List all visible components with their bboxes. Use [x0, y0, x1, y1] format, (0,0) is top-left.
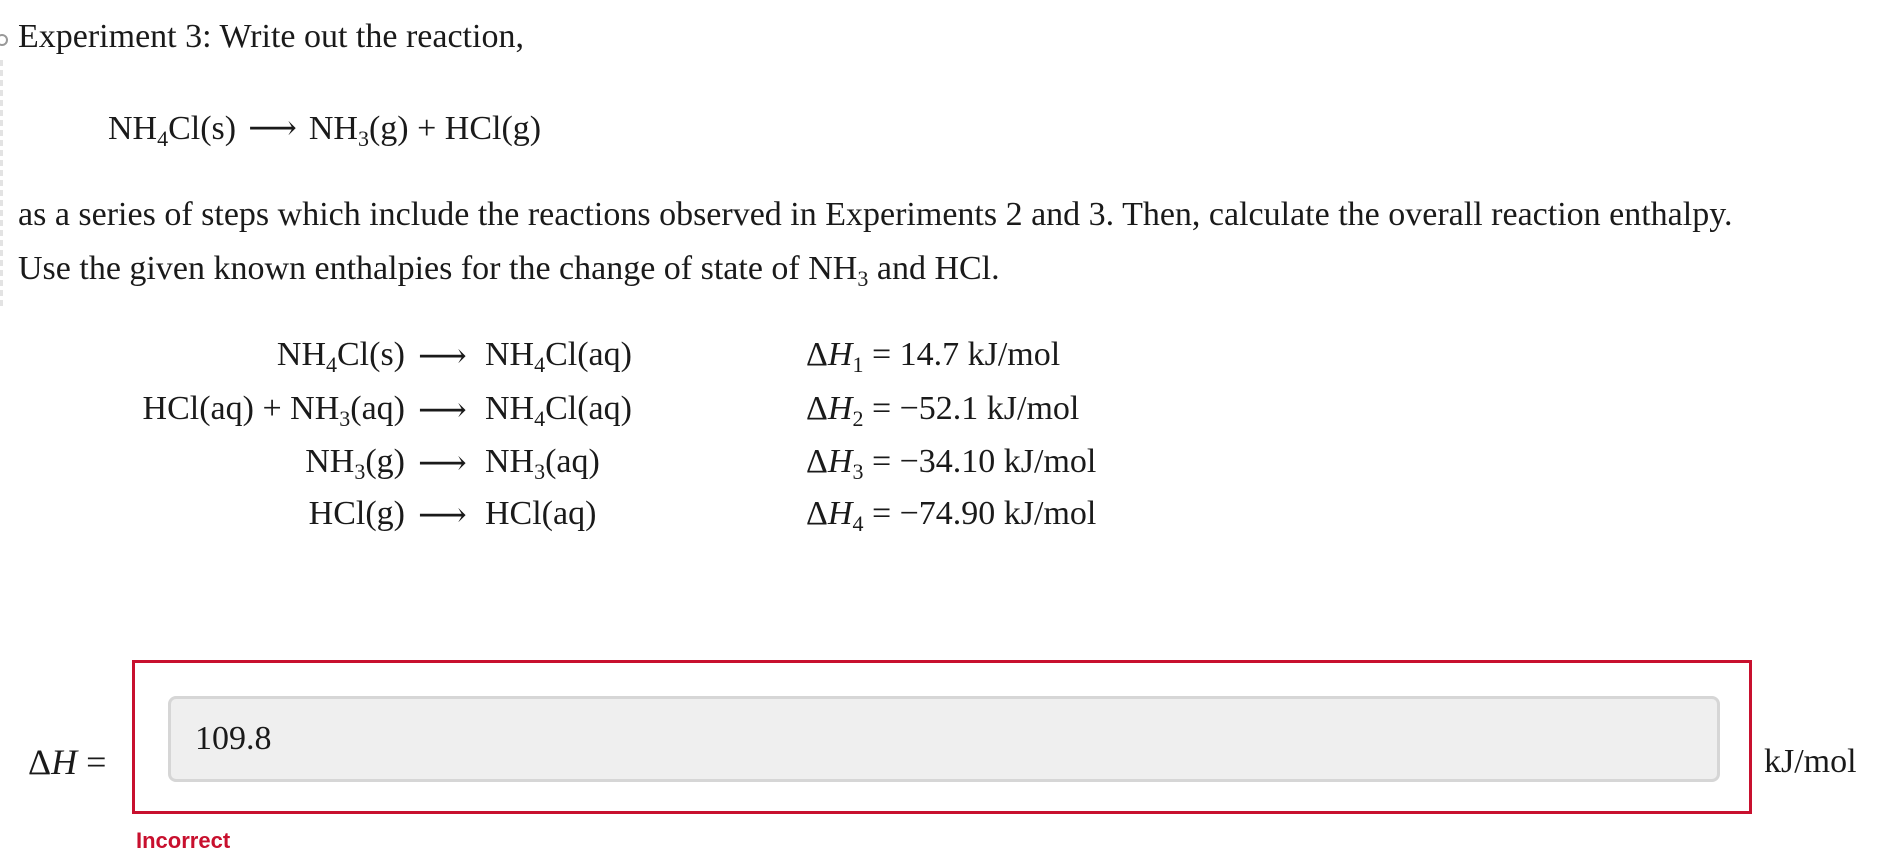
feedback-message: Incorrect: [136, 828, 231, 850]
delta-h-label: ΔH =: [28, 742, 107, 782]
overall-reaction: [108, 108, 542, 151]
delta-h-input[interactable]: [168, 696, 1720, 782]
step-enthalpy: $\Delta H_3 = -34.10$ kJ/mol: [806, 443, 1097, 484]
step-reactants: $NH_4Cl(s)$: [276, 336, 405, 377]
left-edge-strip: [0, 60, 3, 310]
step-products: HCl(aq): [485, 495, 597, 532]
step-reactants: $HCl(aq) + NH_3(aq)$: [142, 390, 405, 431]
step-enthalpy: $\Delta H_4 = -74.90$ kJ/mol: [806, 495, 1097, 536]
instructions-line-2: Use the given known enthalpies for the change of state of $NH_3$ and HCl.: [18, 250, 1000, 291]
step-products: $NH_3(aq)$: [485, 443, 600, 484]
step-enthalpy: $\Delta H_1 = 14.7$ kJ/mol: [806, 336, 1061, 377]
step-products: $NH_4Cl(aq)$: [485, 336, 632, 377]
step-arrow-icon: ⟶: [418, 445, 467, 482]
overall-reaction-rhs: $NH_3(g) + HCl(g)$: [308, 110, 542, 151]
reaction-arrow-icon: ⟶: [248, 110, 297, 147]
question-title: Experiment 3: Write out the reaction,: [18, 18, 524, 55]
step-arrow-icon: ⟶: [418, 392, 467, 429]
unit-label: kJ/mol: [1764, 743, 1857, 780]
step-products: $NH_4Cl(aq)$: [485, 390, 632, 431]
scroll-indicator-icon: [0, 34, 8, 46]
step-enthalpy: $\Delta H_2 = -52.1$ kJ/mol: [806, 390, 1080, 431]
overall-reaction-lhs: $NH_4Cl(s)$: [108, 110, 237, 151]
step-reactants: HCl(g): [308, 495, 405, 532]
step-arrow-icon: ⟶: [418, 338, 467, 375]
instructions-line-1: as a series of steps which include the reactions observed in Experiments 2 and 3. Then, calculate the overall reaction enthalpy.: [18, 196, 1733, 233]
step-arrow-icon: ⟶: [418, 497, 467, 534]
step-reactants: $NH_3(g)$: [305, 443, 405, 484]
